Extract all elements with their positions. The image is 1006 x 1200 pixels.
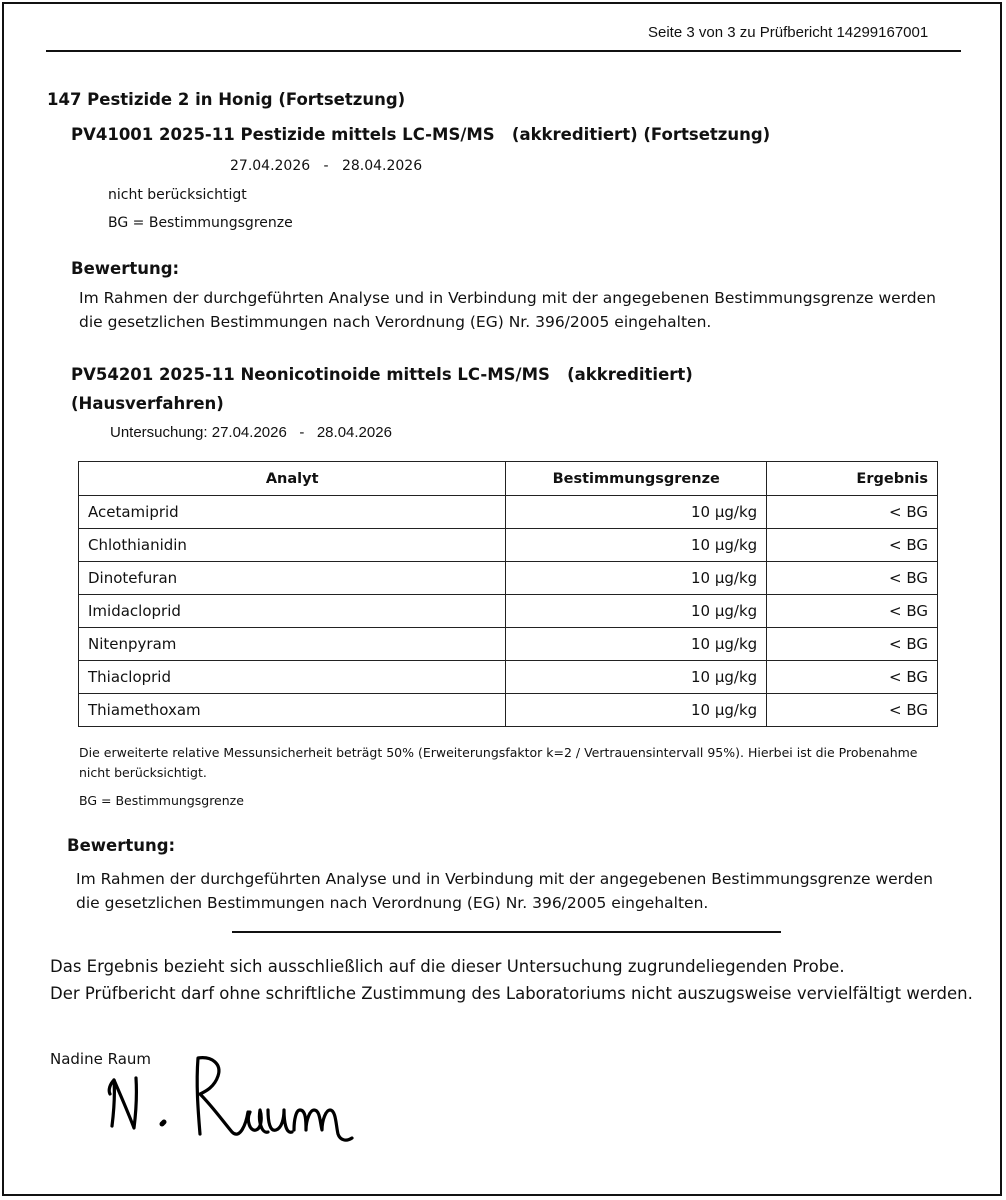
method-heading-2 [71,365,693,384]
exam-label: Untersuchung: [110,424,208,441]
limit-cell: 10 µg/kg [506,595,767,628]
column-header-result: Ergebnis [767,462,938,496]
signature-image [100,1050,360,1150]
section-title: 147 Pestizide 2 in Honig (Fortsetzung) [47,90,406,109]
table-row [79,496,938,529]
date-to-1: 28.04.2026 [341,158,423,174]
analyte-cell: Thiacloprid [79,661,506,694]
limit-cell: 10 µg/kg [506,694,767,727]
note-bg-1: BG = Bestimmungsgrenze [108,215,293,231]
limit-cell: 10 µg/kg [506,562,767,595]
uncertainty-note-line1: Die erweiterte relative Messunsicherheit beträgt 50% (Erweiterungsfaktor k=2 / Vertrauensintervall 95%). Hierbei ist die Probenahme [79,745,918,760]
analyte-cell: Chlothianidin [79,529,506,562]
analyte-cell: Acetamiprid [79,496,506,529]
date-from-2: 27.04.2026 [211,424,287,441]
table-row [79,595,938,628]
table-row [79,529,938,562]
result-cell: < BG [767,628,938,661]
assessment-heading-1: Bewertung: [71,259,180,278]
method-code-2: PV54201 2025-11 Neonicotinoide mittels LC-MS/MS [71,365,550,384]
method-heading-1 [71,125,770,144]
limit-cell: 10 µg/kg [506,529,767,562]
assessment-heading-2: Bewertung: [67,836,176,855]
disclaimer-line1: Das Ergebnis bezieht sich ausschließlich auf die dieser Untersuchung zugrundeliegenden Probe. [50,957,845,976]
date-to-2: 28.04.2026 [316,424,392,441]
analyte-cell: Dinotefuran [79,562,506,595]
disclaimer-line2: Der Prüfbericht darf ohne schriftliche Zustimmung des Laboratoriums nicht auszugsweise vervielfältigt werden. [50,984,973,1003]
date-separator-1: - [323,158,329,174]
assessment-text-2: Im Rahmen der durchgeführten Analyse und in Verbindung mit der angegebenen Bestimmungsgrenze werden die gesetzlichen Bestimmungen nach Verordnung (EG) Nr. 396/2005 eingehalten. [76,870,933,912]
header-divider [46,50,961,52]
column-header-limit: Bestimmungsgrenze [506,462,767,496]
method-code-1: PV41001 2025-11 Pestizide mittels LC-MS/MS [71,125,495,144]
analyte-cell: Imidacloprid [79,595,506,628]
note-bg-2: BG = Bestimmungsgrenze [79,793,244,808]
result-cell: < BG [767,562,938,595]
page-header-info: Seite 3 von 3 zu Prüfbericht 14299167001 [648,24,929,41]
analyte-cell: Thiamethoxam [79,694,506,727]
table-row [79,562,938,595]
result-cell: < BG [767,496,938,529]
limit-cell: 10 µg/kg [506,628,767,661]
signer-name: Nadine Raum [50,1050,152,1068]
result-cell: < BG [767,529,938,562]
uncertainty-note-line2: nicht berücksichtigt. [79,765,207,780]
method-inhouse: (Hausverfahren) [71,394,224,413]
note-not-considered: nicht berücksichtigt [108,187,247,203]
exam-dates-2 [110,424,392,441]
results-table [78,461,938,727]
method-suffix-2: (akkreditiert) [567,365,693,384]
limit-cell: 10 µg/kg [506,496,767,529]
date-separator-2: - [299,424,305,441]
limit-cell: 10 µg/kg [506,661,767,694]
result-cell: < BG [767,595,938,628]
exam-dates-1 [230,158,422,174]
table-row [79,694,938,727]
table-header-row [79,462,938,496]
assessment-text-1: Im Rahmen der durchgeführten Analyse und in Verbindung mit der angegebenen Bestimmungsgrenze werden die gesetzlichen Bestimmungen nach Verordnung (EG) Nr. 396/2005 eingehalten. [79,289,936,331]
footer-divider [232,931,781,933]
analyte-cell: Nitenpyram [79,628,506,661]
date-from-1: 27.04.2026 [230,158,311,174]
result-cell: < BG [767,661,938,694]
result-cell: < BG [767,694,938,727]
table-row [79,628,938,661]
method-suffix-1: (akkreditiert) (Fortsetzung) [511,125,771,144]
table-row [79,661,938,694]
column-header-analyte: Analyt [79,462,506,496]
